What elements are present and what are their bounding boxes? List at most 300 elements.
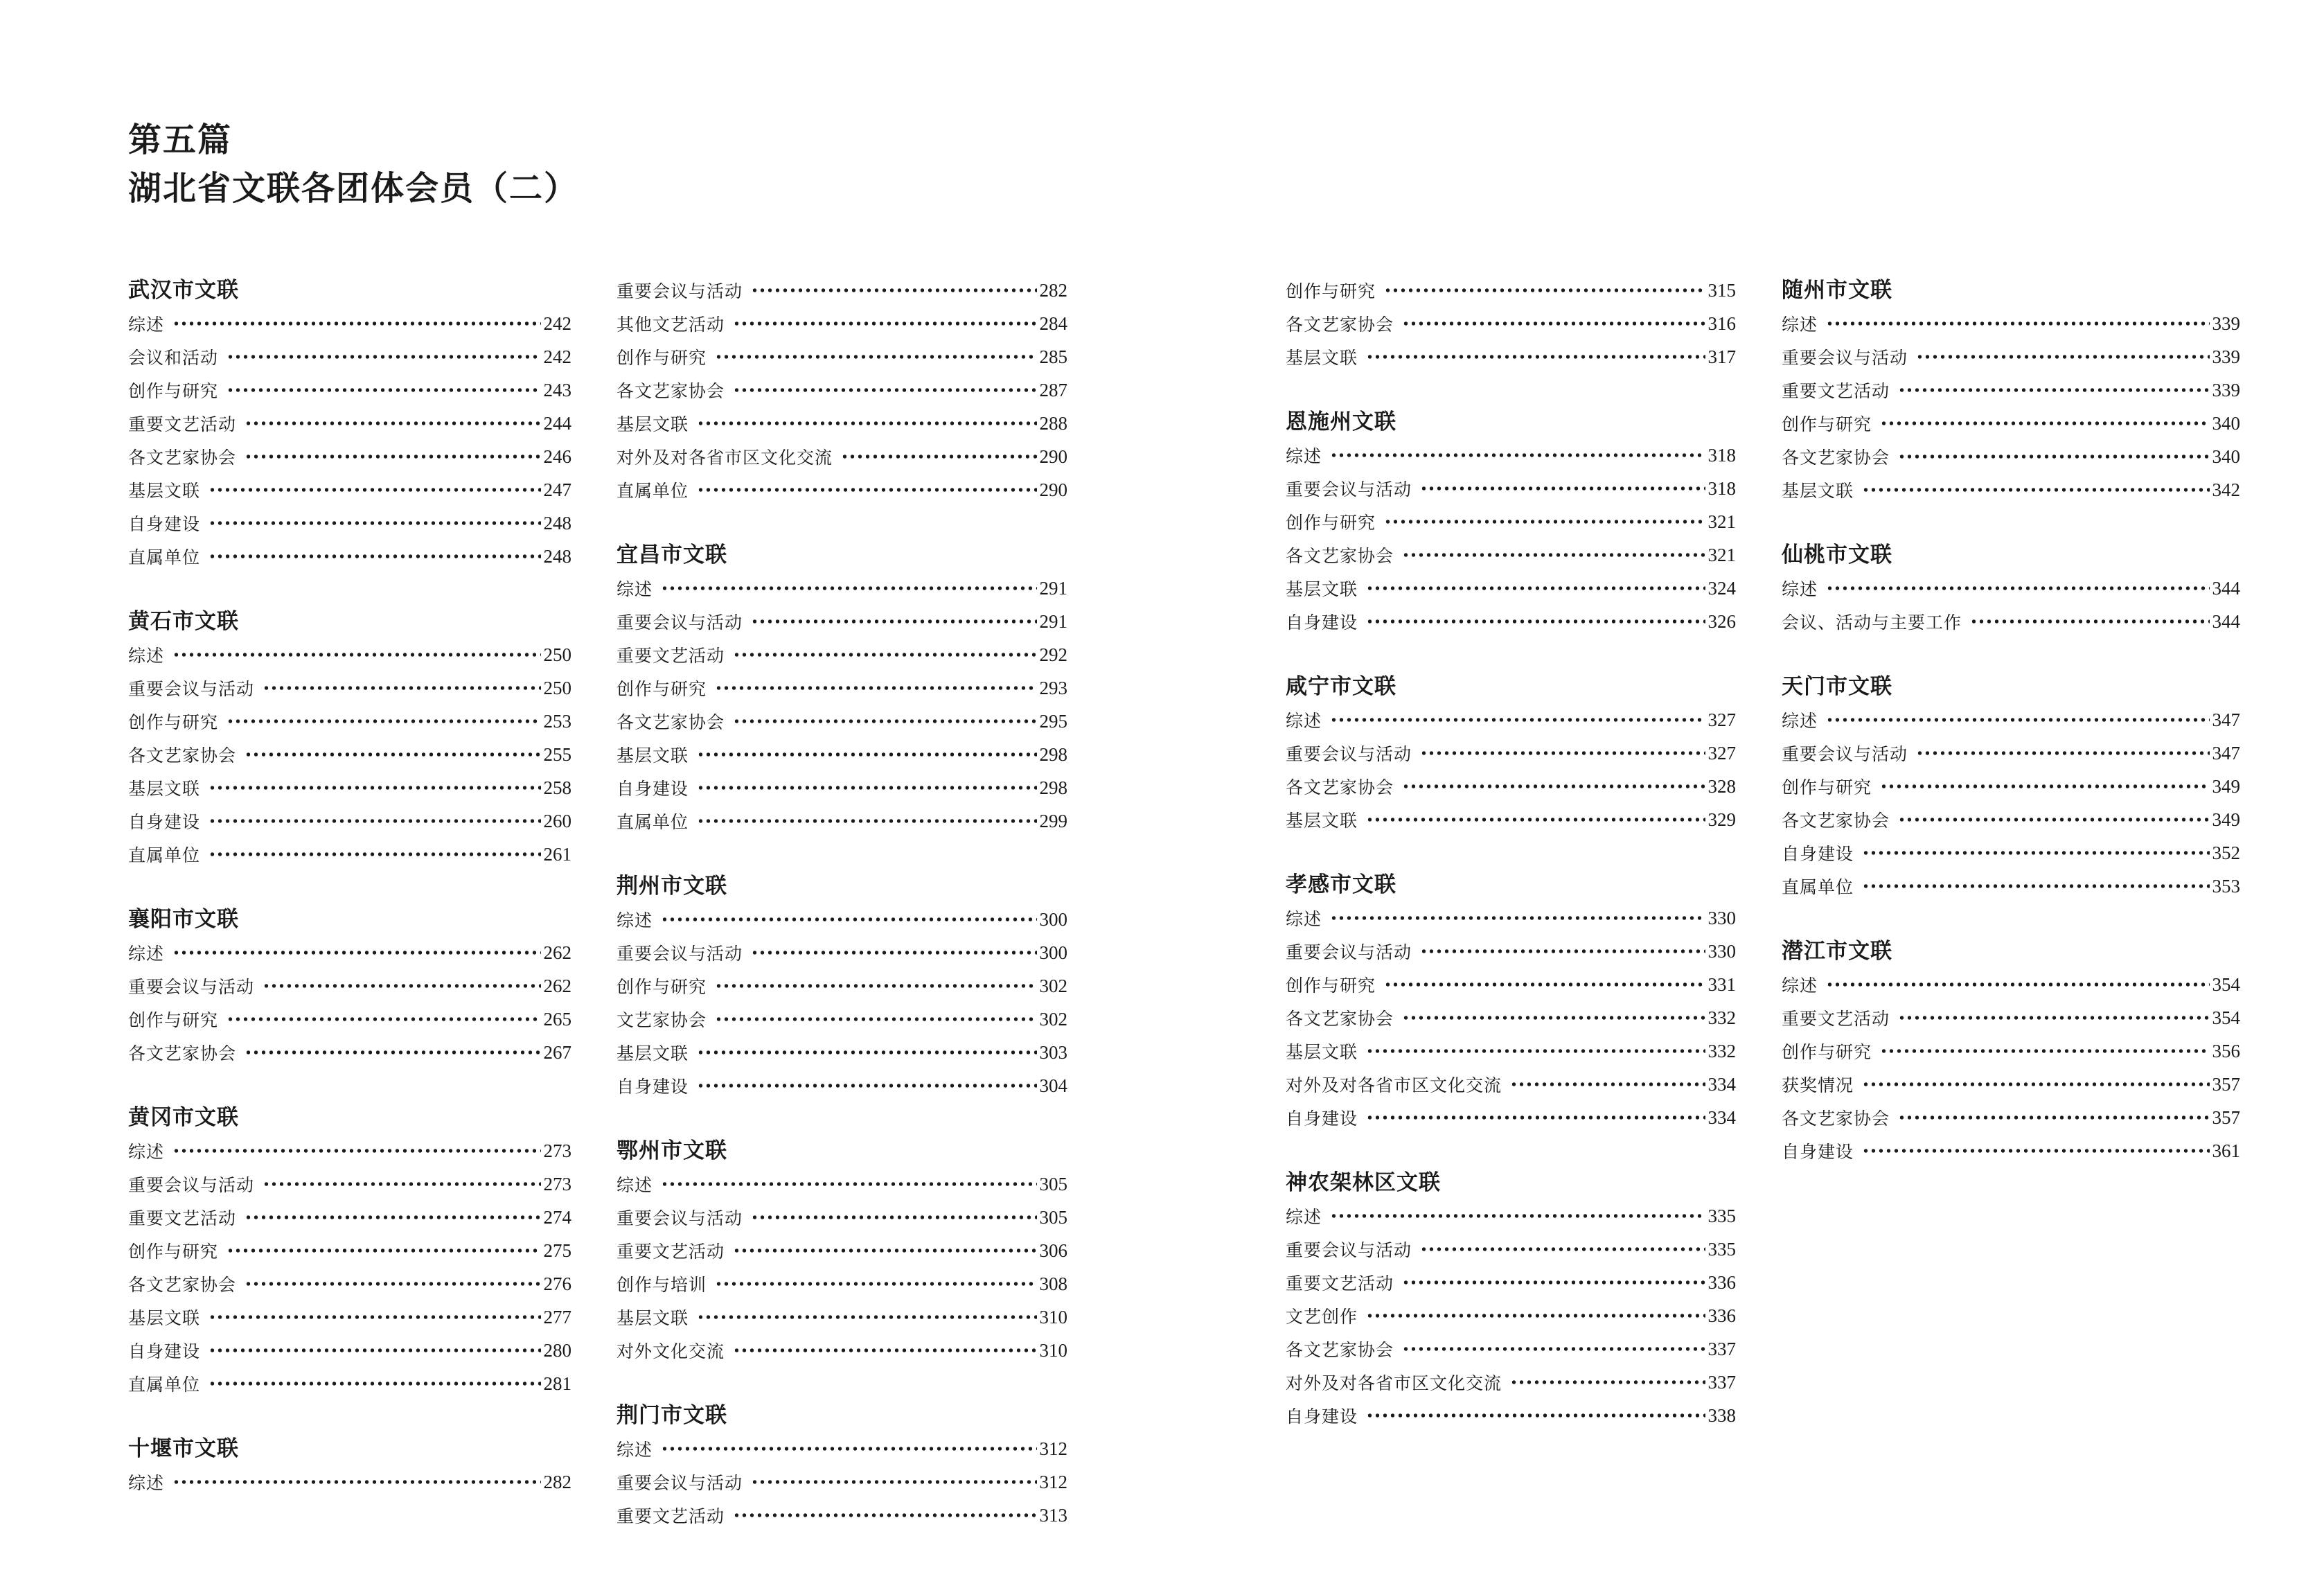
entry-page-number: 267 (543, 1041, 571, 1063)
dotted-leader (1880, 1034, 2209, 1068)
section-heading: 十堰市文联 (128, 1436, 239, 1461)
toc-section-block (128, 605, 571, 871)
dotted-leader (209, 804, 540, 838)
dotted-leader (245, 440, 540, 473)
toc-entry (128, 506, 571, 540)
toc-entry (617, 771, 1067, 804)
entry-page-number: 335 (1707, 1205, 1736, 1226)
entry-label: 综述 (617, 1441, 653, 1460)
entry-label: 创作与研究 (128, 714, 219, 732)
entry-label: 创作与研究 (1782, 416, 1872, 434)
dotted-leader (1898, 803, 2209, 836)
dotted-leader (1402, 1001, 1705, 1034)
toc-entry (617, 440, 1067, 473)
toc-entry (1782, 703, 2240, 736)
entry-label: 重要会议与活动 (617, 1474, 743, 1493)
toc-entry (1782, 1134, 2240, 1167)
entry-page-number: 321 (1707, 511, 1736, 532)
entry-page-number: 306 (1039, 1239, 1067, 1261)
toc-entry (1286, 340, 1736, 373)
dotted-leader (172, 936, 540, 969)
toc-section-block (617, 274, 1067, 506)
toc-entry (617, 1465, 1067, 1499)
toc-entry (1286, 1001, 1736, 1034)
entry-page-number: 337 (1707, 1371, 1736, 1393)
toc-entry (128, 473, 571, 506)
toc-column-1 (128, 274, 571, 1499)
toc-entry (1782, 572, 2240, 605)
dotted-leader (245, 1036, 540, 1069)
dotted-leader (1330, 703, 1705, 736)
dotted-leader (1366, 1299, 1705, 1332)
dotted-leader (263, 1167, 540, 1201)
entry-label: 自身建设 (1286, 1110, 1358, 1129)
entry-page-number: 302 (1039, 975, 1067, 996)
entry-page-number: 335 (1707, 1238, 1736, 1260)
entry-page-number: 277 (543, 1306, 571, 1327)
entry-page-number: 291 (1039, 610, 1067, 632)
entry-label: 重要文艺活动 (128, 416, 237, 434)
entry-page-number: 253 (543, 710, 571, 732)
entry-label: 各文艺家协会 (617, 714, 725, 732)
entry-label: 创作与研究 (617, 349, 707, 368)
dotted-leader (1366, 605, 1705, 638)
section-heading: 宜昌市文联 (617, 542, 727, 567)
toc-entry (128, 407, 571, 440)
entry-label: 文艺家协会 (617, 1012, 707, 1030)
toc-entry (617, 407, 1067, 440)
toc-entry (617, 1003, 1067, 1036)
toc-section-block (1286, 405, 1736, 638)
dotted-leader (733, 1499, 1036, 1532)
entry-page-number: 274 (543, 1206, 571, 1228)
entry-label: 基层文联 (1782, 482, 1854, 501)
dotted-leader (172, 1465, 540, 1499)
toc-section-block (1286, 274, 1736, 373)
entry-label: 各文艺家协会 (1782, 449, 1890, 468)
entry-label: 创作与研究 (1286, 977, 1376, 996)
section-heading: 荆门市文联 (617, 1403, 727, 1427)
toc-section-block (128, 274, 571, 573)
section-heading: 潜江市文联 (1782, 939, 1892, 963)
toc-entry (128, 340, 571, 373)
dotted-leader (227, 373, 540, 407)
entry-page-number: 318 (1707, 444, 1736, 466)
dotted-leader (733, 1334, 1036, 1367)
toc-entry (1286, 472, 1736, 505)
entry-label: 创作与培训 (617, 1276, 707, 1295)
entry-label: 自身建设 (617, 780, 689, 799)
toc-entry (617, 340, 1067, 373)
entry-label: 基层文联 (1286, 812, 1358, 831)
dotted-leader (1510, 1366, 1705, 1399)
entry-label: 自身建设 (1286, 614, 1358, 633)
entry-page-number: 310 (1039, 1306, 1067, 1327)
entry-page-number: 292 (1039, 644, 1067, 665)
toc-entry (1286, 274, 1736, 307)
toc-entry (1782, 1101, 2240, 1134)
entry-label: 直属单位 (128, 1376, 201, 1395)
dotted-leader (1862, 473, 2209, 506)
toc-entry (1782, 373, 2240, 407)
entry-page-number: 338 (1707, 1404, 1736, 1426)
toc-entry (617, 969, 1067, 1003)
entry-label: 综述 (1286, 1208, 1322, 1227)
toc-entry (617, 804, 1067, 838)
toc-section-block (617, 1399, 1067, 1532)
dotted-leader (1366, 1101, 1705, 1134)
section-heading: 仙桃市文联 (1782, 542, 1892, 567)
toc-entry (128, 1367, 571, 1400)
dotted-leader (661, 903, 1036, 936)
entry-page-number: 291 (1039, 577, 1067, 599)
section-heading: 恩施州文联 (1286, 409, 1396, 434)
dotted-leader (697, 771, 1036, 804)
entry-label: 综述 (128, 647, 165, 666)
entry-page-number: 265 (543, 1008, 571, 1030)
toc-section-block (1782, 935, 2240, 1167)
toc-entry (1782, 736, 2240, 770)
entry-label: 基层文联 (617, 416, 689, 434)
entry-label: 各文艺家协会 (617, 382, 725, 401)
toc-entry (1286, 968, 1736, 1001)
dotted-leader (1970, 605, 2209, 638)
entry-label: 综述 (128, 1474, 165, 1493)
toc-entry (128, 1036, 571, 1069)
page-title (128, 116, 578, 213)
toc-section-block (1286, 670, 1736, 836)
entry-label: 重要文艺活动 (128, 1210, 237, 1228)
dotted-leader (1826, 307, 2209, 340)
dotted-leader (733, 1234, 1036, 1267)
entry-label: 各文艺家协会 (1286, 779, 1394, 797)
entry-label: 直属单位 (128, 847, 201, 865)
toc-entry (128, 638, 571, 671)
dotted-leader (715, 1003, 1036, 1036)
entry-page-number: 347 (2212, 742, 2240, 764)
toc-column-4 (1782, 274, 2240, 1167)
entry-page-number: 260 (543, 810, 571, 831)
entry-page-number: 250 (543, 677, 571, 698)
toc-entry (617, 572, 1067, 605)
entry-page-number: 349 (2212, 809, 2240, 830)
entry-page-number: 303 (1039, 1041, 1067, 1063)
dotted-leader (1402, 770, 1705, 803)
entry-page-number: 342 (2212, 479, 2240, 500)
dotted-leader (1384, 274, 1705, 307)
entry-label: 重要文艺活动 (617, 1243, 725, 1262)
section-heading: 襄阳市文联 (128, 907, 239, 931)
section-heading: 神农架林区文联 (1286, 1170, 1441, 1194)
entry-label: 创作与研究 (128, 382, 219, 401)
entry-page-number: 313 (1039, 1504, 1067, 1526)
entry-page-number: 357 (2212, 1073, 2240, 1095)
entry-label: 直属单位 (128, 549, 201, 567)
dotted-leader (263, 671, 540, 705)
toc-entry (128, 705, 571, 738)
toc-entry (128, 307, 571, 340)
toc-entry (617, 738, 1067, 771)
entry-label: 基层文联 (1286, 581, 1358, 599)
section-heading: 咸宁市文联 (1286, 674, 1396, 698)
entry-page-number: 305 (1039, 1173, 1067, 1194)
toc-entry (1782, 605, 2240, 638)
toc-section-block (128, 903, 571, 1069)
entry-page-number: 328 (1707, 775, 1736, 797)
entry-page-number: 308 (1039, 1273, 1067, 1294)
toc-entry (128, 838, 571, 871)
entry-page-number: 290 (1039, 445, 1067, 467)
entry-page-number: 340 (2212, 412, 2240, 434)
page-title-line1: 第五篇 (128, 122, 233, 159)
entry-label: 基层文联 (128, 482, 201, 501)
entry-page-number: 280 (543, 1339, 571, 1361)
dotted-leader (751, 1465, 1036, 1499)
dotted-leader (1402, 307, 1705, 340)
entry-label: 基层文联 (1286, 1043, 1358, 1062)
entry-label: 综述 (617, 581, 653, 599)
toc-entry (1782, 870, 2240, 903)
toc-entry (1286, 605, 1736, 638)
entry-label: 重要会议与活动 (1782, 746, 1908, 764)
dotted-leader (697, 1300, 1036, 1334)
entry-page-number: 300 (1039, 942, 1067, 963)
toc-entry (617, 1499, 1067, 1532)
toc-entry (1286, 901, 1736, 935)
entry-label: 自身建设 (617, 1078, 689, 1097)
entry-page-number: 312 (1039, 1471, 1067, 1492)
toc-entry (1782, 836, 2240, 870)
entry-page-number: 336 (1707, 1271, 1736, 1293)
entry-page-number: 340 (2212, 445, 2240, 467)
entry-label: 各文艺家协会 (1286, 1341, 1394, 1360)
entry-label: 各文艺家协会 (128, 1045, 237, 1064)
toc-entry (128, 738, 571, 771)
section-heading: 荆州市文联 (617, 874, 727, 898)
entry-label: 创作与研究 (128, 1012, 219, 1030)
toc-entry (617, 705, 1067, 738)
entry-label: 综述 (617, 1176, 653, 1195)
toc-entry (128, 771, 571, 804)
entry-label: 创作与研究 (1286, 283, 1376, 301)
entry-page-number: 312 (1039, 1438, 1067, 1459)
dotted-leader (1898, 440, 2209, 473)
toc-entry (1782, 968, 2240, 1001)
toc-entry (617, 903, 1067, 936)
dotted-leader (263, 969, 540, 1003)
toc-entry (1286, 505, 1736, 538)
toc-column-2 (617, 274, 1067, 1532)
entry-label: 创作与研究 (128, 1243, 219, 1262)
toc-entry (617, 373, 1067, 407)
dotted-leader (1366, 340, 1705, 373)
entry-page-number: 288 (1039, 412, 1067, 434)
entry-page-number: 330 (1707, 907, 1736, 928)
toc-entry (1286, 1233, 1736, 1266)
entry-page-number: 273 (543, 1173, 571, 1194)
dotted-leader (172, 1134, 540, 1167)
dotted-leader (751, 605, 1036, 638)
toc-entry (617, 274, 1067, 307)
dotted-leader (1384, 968, 1705, 1001)
entry-page-number: 262 (543, 942, 571, 963)
toc-entry (1286, 803, 1736, 836)
dotted-leader (1330, 1199, 1705, 1233)
toc-entry (1782, 1068, 2240, 1101)
entry-page-number: 248 (543, 512, 571, 533)
entry-label: 基层文联 (128, 780, 201, 799)
entry-label: 综述 (1286, 910, 1322, 929)
dotted-leader (661, 572, 1036, 605)
toc-entry (1782, 473, 2240, 506)
entry-label: 重要文艺活动 (1782, 382, 1890, 401)
dotted-leader (245, 407, 540, 440)
entry-page-number: 339 (2212, 379, 2240, 400)
dotted-leader (733, 705, 1036, 738)
dotted-leader (245, 738, 540, 771)
toc-section-block (128, 1432, 571, 1499)
toc-section-block (1782, 670, 2240, 903)
dotted-leader (751, 1201, 1036, 1234)
entry-label: 重要会议与活动 (1286, 481, 1412, 500)
entry-page-number: 290 (1039, 479, 1067, 500)
toc-entry (128, 1334, 571, 1367)
dotted-leader (661, 1167, 1036, 1201)
entry-page-number: 332 (1707, 1007, 1736, 1028)
entry-page-number: 318 (1707, 477, 1736, 499)
dotted-leader (209, 1334, 540, 1367)
entry-label: 创作与研究 (1286, 514, 1376, 533)
dotted-leader (1366, 572, 1705, 605)
dotted-leader (209, 473, 540, 506)
entry-label: 创作与研究 (1782, 779, 1872, 797)
entry-page-number: 329 (1707, 809, 1736, 830)
entry-page-number: 354 (2212, 973, 2240, 995)
dotted-leader (715, 969, 1036, 1003)
entry-label: 各文艺家协会 (128, 449, 237, 468)
dotted-leader (1366, 1399, 1705, 1432)
dotted-leader (697, 407, 1036, 440)
toc-entry (1286, 538, 1736, 572)
entry-label: 自身建设 (1286, 1408, 1358, 1427)
toc-entry (617, 1334, 1067, 1367)
entry-label: 直属单位 (617, 482, 689, 501)
toc-entry (1782, 770, 2240, 803)
entry-label: 重要会议与活动 (1286, 746, 1412, 764)
toc-entry (1782, 440, 2240, 473)
entry-page-number: 304 (1039, 1075, 1067, 1096)
entry-label: 自身建设 (128, 515, 201, 534)
toc-entry (128, 1134, 571, 1167)
entry-page-number: 305 (1039, 1206, 1067, 1228)
dotted-leader (1826, 703, 2209, 736)
dotted-leader (1420, 1233, 1705, 1266)
dotted-leader (1880, 770, 2209, 803)
entry-label: 创作与研究 (617, 978, 707, 997)
entry-label: 重要会议与活动 (617, 945, 743, 964)
entry-label: 重要会议与活动 (1286, 1242, 1412, 1260)
dotted-leader (1402, 1266, 1705, 1299)
entry-page-number: 242 (543, 312, 571, 334)
toc-entry (1286, 1101, 1736, 1134)
entry-label: 综述 (1286, 448, 1322, 466)
toc-entry (1286, 770, 1736, 803)
entry-page-number: 349 (2212, 775, 2240, 797)
toc-entry (1286, 1266, 1736, 1299)
dotted-leader (697, 473, 1036, 506)
toc-entry (1286, 1366, 1736, 1399)
entry-label: 对外及对各省市区文化交流 (1286, 1375, 1502, 1393)
toc-entry (1286, 1199, 1736, 1233)
entry-label: 对外文化交流 (617, 1343, 725, 1361)
entry-page-number: 316 (1707, 312, 1736, 334)
section-heading: 黄冈市文联 (128, 1105, 239, 1129)
dotted-leader (1510, 1068, 1705, 1101)
entry-page-number: 334 (1707, 1073, 1736, 1095)
entry-page-number: 247 (543, 479, 571, 500)
toc-entry (617, 473, 1067, 506)
dotted-leader (1420, 472, 1705, 505)
entry-label: 综述 (1286, 712, 1322, 731)
entry-label: 各文艺家协会 (1286, 316, 1394, 335)
dotted-leader (1330, 901, 1705, 935)
dotted-leader (209, 838, 540, 871)
dotted-leader (697, 738, 1036, 771)
entry-page-number: 310 (1039, 1339, 1067, 1361)
dotted-leader (1420, 935, 1705, 968)
dotted-leader (697, 1069, 1036, 1102)
entry-label: 重要会议与活动 (617, 614, 743, 633)
dotted-leader (697, 1036, 1036, 1069)
entry-page-number: 332 (1707, 1040, 1736, 1061)
entry-page-number: 302 (1039, 1008, 1067, 1030)
entry-label: 各文艺家协会 (1782, 812, 1890, 831)
toc-entry (1286, 1299, 1736, 1332)
entry-label: 获奖情况 (1782, 1077, 1854, 1095)
toc-entry (617, 1300, 1067, 1334)
toc-entry (128, 671, 571, 705)
section-heading: 天门市文联 (1782, 674, 1892, 698)
dotted-leader (733, 638, 1036, 671)
entry-label: 各文艺家协会 (1782, 1110, 1890, 1129)
entry-label: 创作与研究 (617, 680, 707, 699)
toc-entry (128, 804, 571, 838)
entry-page-number: 258 (543, 777, 571, 798)
entry-label: 基层文联 (617, 747, 689, 766)
toc-entry (1286, 1034, 1736, 1068)
toc-entry (617, 1267, 1067, 1300)
toc-entry (1782, 307, 2240, 340)
entry-page-number: 298 (1039, 743, 1067, 765)
entry-label: 重要文艺活动 (617, 647, 725, 666)
toc-entry (1286, 307, 1736, 340)
entry-page-number: 298 (1039, 777, 1067, 798)
dotted-leader (841, 440, 1036, 473)
toc-entry (1286, 1399, 1736, 1432)
entry-page-number: 326 (1707, 610, 1736, 632)
entry-label: 综述 (617, 912, 653, 930)
entry-label: 综述 (1782, 316, 1818, 335)
toc-entry (1782, 407, 2240, 440)
dotted-leader (1862, 870, 2209, 903)
toc-entry (128, 1167, 571, 1201)
entry-label: 自身建设 (1782, 845, 1854, 864)
toc-column-3 (1286, 274, 1736, 1432)
toc-section-block (617, 538, 1067, 838)
toc-entry (1782, 1001, 2240, 1034)
entry-page-number: 353 (2212, 875, 2240, 897)
dotted-leader (751, 936, 1036, 969)
